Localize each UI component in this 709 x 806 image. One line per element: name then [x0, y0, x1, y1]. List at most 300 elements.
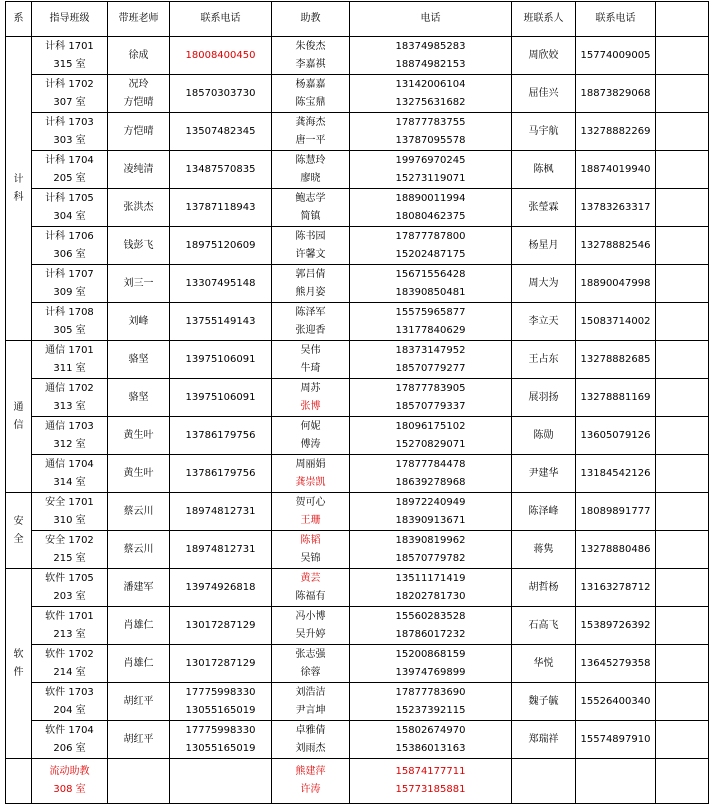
- teacher-phone-cell: [170, 455, 272, 493]
- teacher-cell: [108, 455, 170, 493]
- teacher-phone-cell: [170, 607, 272, 645]
- empty-cell: [512, 759, 576, 804]
- teacher-name: 方恺晴: [123, 96, 154, 108]
- assistant-name: 陈慧玲: [295, 154, 326, 166]
- contact-cell: 屈佳兴: [512, 75, 576, 113]
- contact-cell: 张瑩霖: [512, 189, 576, 227]
- header-cell: 助教: [272, 2, 350, 37]
- department-label: 件: [13, 666, 24, 678]
- assistant-name: 吴升婷: [295, 628, 326, 640]
- assistant-name: 卓雅倩: [295, 724, 326, 736]
- department-cell: [6, 493, 32, 569]
- department-cell: [6, 569, 32, 759]
- assistant-cell: [272, 303, 350, 341]
- assistant-phone: 15802674970: [395, 724, 466, 736]
- class-cell: [32, 379, 108, 417]
- assistant-phone: 18373147952: [395, 344, 466, 356]
- assistant-name: 唐一平: [295, 134, 326, 146]
- assistant-name: 鲍志学: [295, 192, 326, 204]
- teacher-phone: 13786179756: [185, 467, 256, 479]
- contact-cell: 石高飞: [512, 607, 576, 645]
- class-name: 通信 1702: [45, 382, 94, 394]
- assistant-name: 黄芸: [300, 572, 321, 584]
- teacher-cell: [108, 721, 170, 759]
- contact-phone-cell: 13278880486: [576, 531, 656, 569]
- assistant-phone-cell: [350, 455, 512, 493]
- assistant-phone: 18096175102: [395, 420, 466, 432]
- assistant-phone: 15575965877: [395, 306, 466, 318]
- teacher-phone: 17775998330: [185, 686, 256, 698]
- contact-cell: 李立天: [512, 303, 576, 341]
- assistant-phone: 13511171419: [395, 572, 466, 584]
- assistant-phone-cell: [350, 607, 512, 645]
- table-row: [6, 645, 709, 683]
- assistant-name: 廖晓: [300, 172, 321, 184]
- contact-phone-cell: 13645279358: [576, 645, 656, 683]
- assistant-phone-cell: [350, 265, 512, 303]
- contact-phone-cell: 13278882685: [576, 341, 656, 379]
- assistant-name: 周丽娟: [295, 458, 326, 470]
- teacher-phone-cell: [170, 569, 272, 607]
- class-name: 313 室: [53, 400, 86, 412]
- contact-phone-cell: 15774009005: [576, 37, 656, 75]
- header-cell: 带班老师: [108, 2, 170, 37]
- floating-phone: 15874177711: [395, 766, 466, 777]
- class-cell: [32, 721, 108, 759]
- teacher-phone: 18008400450: [185, 49, 256, 61]
- teacher-phone-cell: [170, 341, 272, 379]
- assistant-phone: 15270829071: [395, 438, 466, 450]
- table-row: [6, 417, 709, 455]
- assistant-name: 吴伟: [300, 344, 321, 356]
- assistant-name: 许馨文: [295, 248, 326, 260]
- assistant-name: 徐蓉: [300, 666, 321, 678]
- floating-phone: 15773185881: [395, 784, 466, 795]
- teacher-phone-cell: [170, 75, 272, 113]
- assistant-phone: 15200868159: [395, 648, 466, 660]
- teacher-cell: [108, 265, 170, 303]
- class-name: 安全 1701: [45, 496, 94, 508]
- teacher-name: 潘建军: [123, 581, 154, 593]
- contact-cell: 周大为: [512, 265, 576, 303]
- assistant-cell: [272, 227, 350, 265]
- assistant-name: 陈福有: [295, 590, 326, 602]
- teacher-phone: 13974926818: [185, 581, 256, 593]
- teacher-phone: 17775998330: [185, 724, 256, 736]
- floating-assistant-cell: [272, 759, 350, 804]
- contact-phone-cell: 15574897910: [576, 721, 656, 759]
- contact-cell: 尹建华: [512, 455, 576, 493]
- assistant-name: 杨嘉嘉: [295, 78, 326, 90]
- assistant-name: 陈宝鼎: [295, 96, 326, 108]
- contact-cell: 陈枫: [512, 151, 576, 189]
- empty-cell: [656, 417, 709, 455]
- teacher-cell: [108, 531, 170, 569]
- assistant-cell: [272, 569, 350, 607]
- assistant-name: 张迎香: [295, 324, 326, 336]
- teacher-cell: [108, 493, 170, 531]
- class-name: 307 室: [53, 96, 86, 108]
- class-name: 软件 1703: [45, 686, 94, 698]
- class-name: 309 室: [53, 286, 86, 298]
- teacher-name: 骆坚: [128, 391, 149, 403]
- empty-cell: [656, 683, 709, 721]
- teacher-cell: [108, 75, 170, 113]
- teacher-phone: 13507482345: [185, 125, 256, 137]
- class-name: 计科 1706: [45, 230, 94, 242]
- teacher-name: 张洪杰: [123, 201, 154, 213]
- teacher-phone-cell: [170, 37, 272, 75]
- assistant-phone: 15671556428: [395, 268, 466, 280]
- teacher-name: 肖雄仁: [123, 619, 154, 631]
- class-name: 205 室: [53, 172, 86, 184]
- empty-cell: [656, 265, 709, 303]
- assistant-phone: 13974769899: [395, 666, 466, 678]
- assistant-phone: 15560283528: [395, 610, 466, 622]
- assistant-name: 冯小博: [295, 610, 326, 622]
- teacher-cell: [108, 341, 170, 379]
- empty-cell: [656, 113, 709, 151]
- table-row: [6, 683, 709, 721]
- empty-cell: [576, 759, 656, 804]
- teacher-name: 黄生叶: [123, 467, 154, 479]
- table-row: [6, 569, 709, 607]
- teacher-phone-cell: [170, 493, 272, 531]
- class-cell: [32, 645, 108, 683]
- assistant-phone-cell: [350, 227, 512, 265]
- class-name: 305 室: [53, 324, 86, 336]
- contact-cell: 陈勋: [512, 417, 576, 455]
- class-cell: [32, 265, 108, 303]
- assistant-phone: 15273119071: [395, 172, 466, 184]
- contact-cell: 华悦: [512, 645, 576, 683]
- empty-cell: [656, 721, 709, 759]
- table-row: [6, 303, 709, 341]
- table-row: [6, 379, 709, 417]
- assistant-phone: 15386013163: [395, 742, 466, 754]
- assistant-name: 张志强: [295, 648, 326, 660]
- contact-cell: 郑瑞祥: [512, 721, 576, 759]
- assistant-phone: 13787095578: [395, 134, 466, 146]
- assistant-phone: 19976970245: [395, 154, 466, 166]
- table-row: [6, 607, 709, 645]
- assistant-name: 刘浩洁: [295, 686, 326, 698]
- assistant-phone: 18390819962: [395, 534, 466, 546]
- assistant-phone: 15237392115: [395, 704, 466, 716]
- table-row: [6, 455, 709, 493]
- class-name: 计科 1705: [45, 192, 94, 204]
- empty-cell: [656, 645, 709, 683]
- department-label: 全: [13, 533, 24, 545]
- teacher-name: 况玲: [128, 78, 149, 90]
- table-row: [6, 341, 709, 379]
- empty-cell: [170, 759, 272, 804]
- contact-cell: 展羽扬: [512, 379, 576, 417]
- assistant-phone: 17877787800: [395, 230, 466, 242]
- class-name: 软件 1705: [45, 572, 94, 584]
- teacher-name: 骆坚: [128, 353, 149, 365]
- contact-cell: 魏子毓: [512, 683, 576, 721]
- assistant-cell: [272, 493, 350, 531]
- department-label: 信: [13, 419, 24, 431]
- header-cell: 联系电话: [576, 2, 656, 37]
- teacher-name: 肖雄仁: [123, 657, 154, 669]
- assistant-cell: [272, 189, 350, 227]
- header-row: [6, 2, 709, 37]
- teacher-name: 刘三一: [123, 277, 154, 289]
- class-name: 通信 1703: [45, 420, 94, 432]
- assistant-phone: 18374985283: [395, 40, 466, 52]
- assistant-phone: 13142006104: [395, 78, 466, 90]
- floating-class: 308 室: [53, 784, 86, 795]
- teacher-phone-cell: [170, 113, 272, 151]
- contact-table: [5, 1, 709, 804]
- assistant-cell: [272, 341, 350, 379]
- assistant-cell: [272, 645, 350, 683]
- department-label: 科: [13, 191, 24, 203]
- teacher-phone: 13975106091: [185, 391, 256, 403]
- teacher-phone-cell: [170, 265, 272, 303]
- contact-phone-cell: 13184542126: [576, 455, 656, 493]
- teacher-phone-cell: [170, 721, 272, 759]
- assistant-phone: 18972240949: [395, 496, 466, 508]
- class-name: 304 室: [53, 210, 86, 222]
- table-row: [6, 265, 709, 303]
- teacher-phone: 13755149143: [185, 315, 256, 327]
- class-name: 213 室: [53, 628, 86, 640]
- assistant-phone: 18202781730: [395, 590, 466, 602]
- class-name: 306 室: [53, 248, 86, 260]
- assistant-name: 龚海杰: [295, 116, 326, 128]
- table-body: [6, 2, 709, 804]
- department-label: 软: [13, 648, 24, 660]
- assistant-name: 熊月姿: [295, 286, 326, 298]
- class-cell: [32, 455, 108, 493]
- assistant-name: 陈韬: [300, 534, 321, 546]
- class-cell: [32, 493, 108, 531]
- teacher-cell: [108, 645, 170, 683]
- assistant-name: 贺可心: [295, 496, 326, 508]
- teacher-phone: 13487570835: [185, 163, 256, 175]
- teacher-phone-cell: [170, 151, 272, 189]
- contact-phone-cell: 13605079126: [576, 417, 656, 455]
- contact-phone-cell: 13278881169: [576, 379, 656, 417]
- assistant-phone: 13177840629: [395, 324, 466, 336]
- class-cell: [32, 151, 108, 189]
- assistant-phone: 18570779277: [395, 362, 466, 374]
- teacher-name: 凌纯清: [123, 163, 154, 175]
- class-name: 计科 1707: [45, 268, 94, 280]
- assistant-phone-cell: [350, 37, 512, 75]
- assistant-cell: [272, 113, 350, 151]
- class-cell: [32, 113, 108, 151]
- assistant-name: 傅涛: [300, 438, 321, 450]
- table-row: [6, 37, 709, 75]
- assistant-phone: 18570779337: [395, 400, 466, 412]
- department-label: 通: [13, 401, 24, 413]
- class-name: 204 室: [53, 704, 86, 716]
- contact-phone-cell: 13278882269: [576, 113, 656, 151]
- assistant-phone: 18639278968: [395, 476, 466, 488]
- class-name: 310 室: [53, 514, 86, 526]
- class-name: 312 室: [53, 438, 86, 450]
- teacher-name: 蔡云川: [123, 543, 154, 555]
- class-name: 软件 1701: [45, 610, 94, 622]
- teacher-cell: [108, 37, 170, 75]
- department-cell: [6, 341, 32, 493]
- class-name: 315 室: [53, 58, 86, 70]
- assistant-name: 李嘉祺: [295, 58, 326, 70]
- assistant-phone-cell: [350, 75, 512, 113]
- empty-cell: [656, 227, 709, 265]
- contact-cell: 蒋隽: [512, 531, 576, 569]
- class-cell: [32, 341, 108, 379]
- class-cell: [32, 227, 108, 265]
- floating-class: 流动助教: [49, 766, 90, 777]
- assistant-phone-cell: [350, 151, 512, 189]
- assistant-phone-cell: [350, 113, 512, 151]
- contact-phone-cell: 15083714002: [576, 303, 656, 341]
- teacher-name: 胡红平: [123, 695, 154, 707]
- class-cell: [32, 189, 108, 227]
- assistant-name: 牛琦: [300, 362, 321, 374]
- teacher-phone: 18570303730: [185, 87, 256, 99]
- assistant-phone: 13275631682: [395, 96, 466, 108]
- teacher-cell: [108, 303, 170, 341]
- header-cell: 系: [6, 2, 32, 37]
- class-cell: [32, 417, 108, 455]
- teacher-phone-cell: [170, 531, 272, 569]
- class-name: 通信 1704: [45, 458, 94, 470]
- department-label: 安: [13, 515, 24, 527]
- assistant-name: 吴锦: [300, 552, 321, 564]
- contact-phone-cell: 18873829068: [576, 75, 656, 113]
- assistant-cell: [272, 683, 350, 721]
- class-name: 安全 1702: [45, 534, 94, 546]
- teacher-phone: 18975120609: [185, 239, 256, 251]
- class-name: 软件 1702: [45, 648, 94, 660]
- assistant-name: 陈书园: [295, 230, 326, 242]
- class-name: 计科 1708: [45, 306, 94, 318]
- empty-cell: [108, 759, 170, 804]
- assistant-phone: 18874982153: [395, 58, 466, 70]
- class-name: 计科 1704: [45, 154, 94, 166]
- floating-row: [6, 759, 709, 804]
- assistant-cell: [272, 379, 350, 417]
- assistant-cell: [272, 417, 350, 455]
- class-cell: [32, 37, 108, 75]
- contact-cell: 周欣姣: [512, 37, 576, 75]
- assistant-phone-cell: [350, 493, 512, 531]
- table-row: [6, 113, 709, 151]
- assistant-cell: [272, 607, 350, 645]
- assistant-phone: 18570779782: [395, 552, 466, 564]
- assistant-phone: 18786017232: [395, 628, 466, 640]
- class-cell: [32, 303, 108, 341]
- teacher-cell: [108, 189, 170, 227]
- teacher-phone-cell: [170, 379, 272, 417]
- assistant-cell: [272, 531, 350, 569]
- teacher-name: 胡红平: [123, 733, 154, 745]
- class-cell: [32, 531, 108, 569]
- class-name: 203 室: [53, 590, 86, 602]
- assistant-name: 郭吕倩: [295, 268, 326, 280]
- assistant-phone-cell: [350, 683, 512, 721]
- header-cell-empty: [656, 2, 709, 37]
- contact-cell: 马宇航: [512, 113, 576, 151]
- department-label: 计: [13, 173, 24, 185]
- assistant-phone: 17877783690: [395, 686, 466, 698]
- table-row: [6, 531, 709, 569]
- teacher-phone-cell: [170, 189, 272, 227]
- floating-class-cell: [32, 759, 108, 804]
- assistant-name: 王珊: [300, 514, 321, 526]
- teacher-phone: 18974812731: [185, 505, 256, 517]
- class-name: 314 室: [53, 476, 86, 488]
- assistant-cell: [272, 265, 350, 303]
- assistant-phone-cell: [350, 379, 512, 417]
- table-row: [6, 493, 709, 531]
- header-cell: 指导班级: [32, 2, 108, 37]
- class-name: 计科 1702: [45, 78, 94, 90]
- header-cell: 电话: [350, 2, 512, 37]
- class-cell: [32, 607, 108, 645]
- assistant-name: 刘雨杰: [295, 742, 326, 754]
- teacher-phone-cell: [170, 683, 272, 721]
- contact-cell: 陈泽峰: [512, 493, 576, 531]
- teacher-name: 钱彭飞: [123, 239, 154, 251]
- assistant-phone: 17877783755: [395, 116, 466, 128]
- empty-cell: [656, 341, 709, 379]
- empty-cell: [656, 189, 709, 227]
- empty-cell: [656, 531, 709, 569]
- assistant-cell: [272, 151, 350, 189]
- assistant-name: 龚崇凯: [295, 476, 326, 488]
- teacher-cell: [108, 569, 170, 607]
- assistant-cell: [272, 75, 350, 113]
- teacher-cell: [108, 151, 170, 189]
- empty-cell: [656, 75, 709, 113]
- contact-phone-cell: 18874019940: [576, 151, 656, 189]
- assistant-phone-cell: [350, 341, 512, 379]
- class-cell: [32, 569, 108, 607]
- assistant-phone-cell: [350, 189, 512, 227]
- teacher-name: 徐成: [128, 49, 149, 61]
- empty-cell: [656, 37, 709, 75]
- empty-cell: [656, 607, 709, 645]
- teacher-cell: [108, 379, 170, 417]
- teacher-cell: [108, 607, 170, 645]
- table-row: [6, 189, 709, 227]
- class-name: 206 室: [53, 742, 86, 754]
- assistant-name: 陈泽军: [295, 306, 326, 318]
- assistant-phone: 15202487175: [395, 248, 466, 260]
- assistant-phone: 18390913671: [395, 514, 466, 526]
- contact-phone-cell: 18890047998: [576, 265, 656, 303]
- class-name: 311 室: [53, 362, 86, 374]
- contact-cell: 王占东: [512, 341, 576, 379]
- empty-cell: [656, 759, 709, 804]
- teacher-phone-cell: [170, 645, 272, 683]
- teacher-phone: 13017287129: [185, 619, 256, 631]
- teacher-name: 方恺晴: [123, 125, 154, 137]
- table-row: [6, 227, 709, 265]
- teacher-name: 黄生叶: [123, 429, 154, 441]
- assistant-cell: [272, 37, 350, 75]
- teacher-phone-cell: [170, 227, 272, 265]
- teacher-phone: 13787118943: [185, 201, 256, 213]
- assistant-cell: [272, 455, 350, 493]
